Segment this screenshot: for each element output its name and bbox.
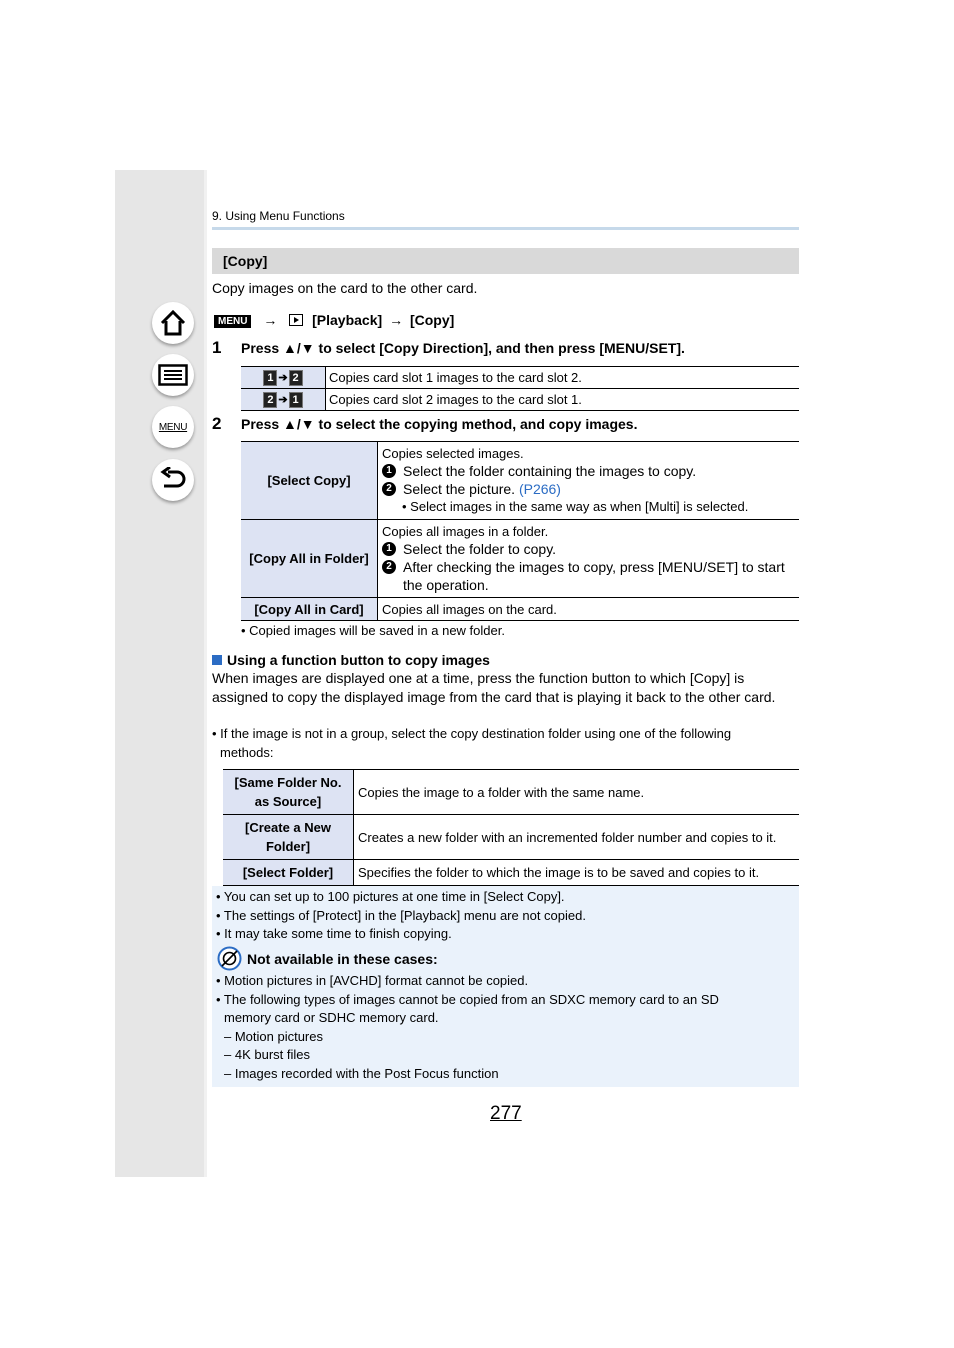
note-item: • You can set up to 100 pictures at one time in [Select Copy].: [216, 889, 565, 904]
sub-note: • Select images in the same way as when [Multi] is selected.: [402, 499, 749, 514]
intro-text: Copy images on the card to the other card.: [212, 280, 478, 296]
slot-icon: 1: [289, 392, 303, 408]
menu-path: [214, 311, 454, 329]
number-badge: 2: [382, 560, 396, 574]
bullet-line: methods:: [220, 745, 274, 760]
numbered-item: [382, 558, 795, 594]
note-item: • The settings of [Protect] in the [Playback] menu are not copied.: [216, 907, 586, 923]
option-desc: Copies the image to a folder with the same name.: [354, 770, 800, 815]
step-number: 1: [212, 338, 222, 357]
table-row: [241, 367, 799, 389]
direction-icon: [241, 367, 326, 389]
subsection-title: Using a function button to copy images: [227, 652, 490, 668]
notes-box: [212, 886, 799, 1087]
path-arrow: →: [389, 312, 404, 328]
numbered-item: [382, 462, 795, 480]
home-button[interactable]: [152, 302, 194, 344]
bullet-line: • If the image is not in a group, select the copy destination folder using one of the following: [212, 726, 732, 741]
item-text: After checking the images to copy, press [MENU/SET] to start the operation.: [403, 559, 785, 593]
playback-icon: [289, 314, 303, 326]
slot-icon: 1: [263, 370, 277, 386]
table-row: [223, 770, 799, 815]
breadcrumb: 9. Using Menu Functions: [212, 209, 345, 223]
option-label: [Select Folder]: [223, 860, 354, 886]
table-row: [241, 520, 799, 598]
copy-note: • Copied images will be saved in a new folder.: [241, 623, 505, 638]
step-instruction: Press ▲/▼ to select the copying method, and copy images.: [241, 416, 638, 432]
not-available-list: [216, 972, 719, 1083]
note-item: • The following types of images cannot be copied from an SDXC memory card to an SD: [216, 991, 719, 1007]
step-number: 2: [212, 414, 222, 433]
direction-icon: [241, 389, 326, 411]
method-desc: Copies all images on the card.: [378, 598, 800, 621]
note-item: memory card or SDHC memory card.: [224, 1010, 439, 1025]
option-desc: Creates a new folder with an incremented folder number and copies to it.: [354, 815, 800, 860]
contents-button[interactable]: [152, 354, 194, 396]
back-button[interactable]: [152, 459, 194, 501]
method-label: [Select Copy]: [241, 442, 378, 520]
method-summary: Copies all images in a folder.: [382, 524, 549, 539]
not-available-heading: [217, 946, 438, 971]
subsection-heading: [212, 651, 490, 669]
table-row: [241, 389, 799, 411]
notes-list: [216, 888, 586, 944]
item-text: Select the folder to copy.: [403, 541, 557, 557]
number-badge: 1: [382, 464, 396, 478]
copy-direction-table: [241, 366, 799, 411]
numbered-item: [382, 540, 795, 558]
option-label: [Create a New Folder]: [223, 815, 354, 860]
numbered-item: [382, 480, 795, 498]
direction-desc: Copies card slot 1 images to the card slot 2.: [326, 367, 800, 389]
number-badge: 1: [382, 542, 396, 556]
section-title: [Copy]: [212, 248, 799, 274]
menu-button[interactable]: [152, 406, 194, 448]
menu-badge: MENU: [214, 315, 251, 328]
not-available-icon: [217, 946, 242, 971]
method-summary: Copies selected images.: [382, 446, 524, 461]
item-text: Select the folder containing the images to copy.: [403, 463, 697, 479]
option-label: [Same Folder No. as Source]: [223, 770, 354, 815]
method-label: [Copy All in Folder]: [241, 520, 378, 598]
home-icon: [159, 309, 187, 337]
path-arrow: →: [263, 312, 278, 328]
slot-icon: 2: [263, 392, 277, 408]
note-item: • Motion pictures in [AVCHD] format cannot be copied.: [216, 973, 529, 988]
copy-method-table: [241, 441, 799, 621]
table-row: [223, 815, 799, 860]
note-item: • It may take some time to finish copying.: [216, 926, 452, 941]
number-badge: 2: [382, 482, 396, 496]
page-number: 277: [490, 1103, 522, 1124]
path-copy: [Copy]: [409, 312, 455, 328]
step-instruction: Press ▲/▼ to select [Copy Direction], and then press [MENU/SET].: [241, 340, 685, 356]
note-item: – 4K burst files: [224, 1047, 310, 1062]
page-link[interactable]: (P266): [518, 481, 561, 497]
destination-folder-table: [223, 769, 799, 886]
menu-button-label: MENU: [158, 421, 188, 433]
note-item: – Motion pictures: [224, 1028, 323, 1044]
sidebar-divider: [204, 170, 207, 1177]
note-item: – Images recorded with the Post Focus function: [224, 1065, 499, 1081]
method-label: [Copy All in Card]: [241, 598, 378, 621]
method-desc: [378, 442, 800, 520]
header-rule: [212, 227, 799, 230]
path-playback: [Playback]: [312, 312, 383, 328]
not-available-title: Not available in these cases:: [247, 950, 438, 967]
subsection-body: When images are displayed one at a time, press the function button to which [Copy] is assigned to copy the displayed image from the card that is playing it back to the other card.: [212, 670, 776, 705]
table-row: [241, 442, 799, 520]
item-text: Select the picture.: [403, 481, 519, 497]
arrow-icon: ➔: [278, 372, 288, 384]
list-icon: [158, 364, 188, 386]
slot-icon: 2: [289, 370, 303, 386]
direction-desc: Copies card slot 2 images to the card slot 1.: [326, 389, 800, 411]
table-row: [241, 598, 799, 621]
table-row: [223, 860, 799, 886]
square-bullet-icon: [212, 655, 222, 665]
back-arrow-icon: [159, 467, 187, 493]
arrow-icon: ➔: [278, 394, 288, 406]
subsection-bullet: [212, 724, 731, 762]
method-desc: [378, 520, 800, 598]
option-desc: Specifies the folder to which the image is to be saved and copies to it.: [354, 860, 800, 886]
